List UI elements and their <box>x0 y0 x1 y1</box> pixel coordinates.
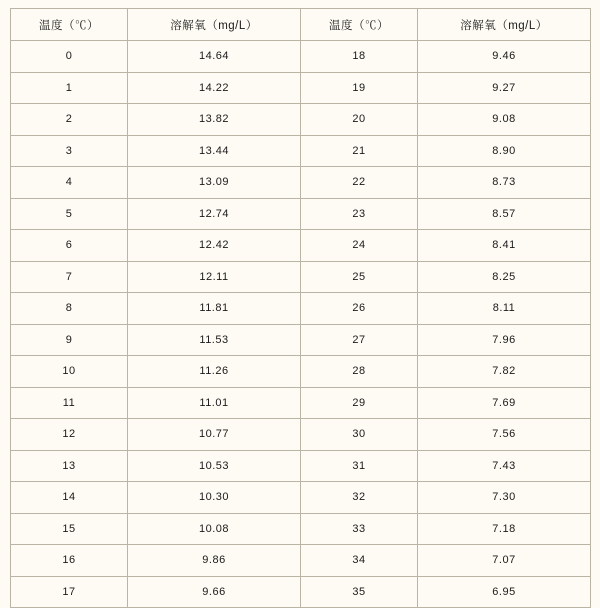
table-row <box>11 513 591 545</box>
cell-temperature-1: 17 <box>11 576 128 608</box>
cell-dissolved-oxygen-2: 8.11 <box>418 293 591 325</box>
cell-dissolved-oxygen-2: 7.18 <box>418 513 591 545</box>
cell-temperature-1: 0 <box>11 41 128 73</box>
cell-dissolved-oxygen-1: 11.01 <box>128 387 301 419</box>
cell-dissolved-oxygen-1: 10.53 <box>128 450 301 482</box>
cell-temperature-1: 13 <box>11 450 128 482</box>
cell-dissolved-oxygen-1: 12.42 <box>128 230 301 262</box>
dissolved-oxygen-table <box>10 8 591 608</box>
cell-temperature-1: 14 <box>11 482 128 514</box>
table-row <box>11 293 591 325</box>
cell-temperature-2: 35 <box>301 576 418 608</box>
table-row <box>11 450 591 482</box>
cell-dissolved-oxygen-1: 9.86 <box>128 545 301 577</box>
cell-dissolved-oxygen-1: 12.74 <box>128 198 301 230</box>
cell-temperature-2: 22 <box>301 167 418 199</box>
cell-temperature-1: 12 <box>11 419 128 451</box>
cell-temperature-1: 11 <box>11 387 128 419</box>
cell-temperature-2: 23 <box>301 198 418 230</box>
cell-temperature-2: 33 <box>301 513 418 545</box>
cell-temperature-1: 8 <box>11 293 128 325</box>
table-row <box>11 230 591 262</box>
cell-temperature-1: 3 <box>11 135 128 167</box>
cell-temperature-2: 18 <box>301 41 418 73</box>
table-row <box>11 104 591 136</box>
cell-temperature-1: 15 <box>11 513 128 545</box>
cell-dissolved-oxygen-1: 13.09 <box>128 167 301 199</box>
cell-temperature-1: 9 <box>11 324 128 356</box>
column-header-dissolved-oxygen-1: 溶解氧（mg/L） <box>128 9 301 41</box>
cell-dissolved-oxygen-2: 8.25 <box>418 261 591 293</box>
table-row <box>11 419 591 451</box>
cell-temperature-2: 30 <box>301 419 418 451</box>
cell-temperature-1: 1 <box>11 72 128 104</box>
table-row <box>11 545 591 577</box>
cell-dissolved-oxygen-1: 13.82 <box>128 104 301 136</box>
table-body <box>11 41 591 608</box>
cell-temperature-2: 28 <box>301 356 418 388</box>
cell-temperature-2: 26 <box>301 293 418 325</box>
cell-dissolved-oxygen-2: 7.30 <box>418 482 591 514</box>
cell-dissolved-oxygen-2: 7.07 <box>418 545 591 577</box>
cell-dissolved-oxygen-2: 7.96 <box>418 324 591 356</box>
cell-dissolved-oxygen-2: 8.57 <box>418 198 591 230</box>
cell-temperature-2: 29 <box>301 387 418 419</box>
cell-temperature-2: 34 <box>301 545 418 577</box>
cell-dissolved-oxygen-1: 14.22 <box>128 72 301 104</box>
cell-dissolved-oxygen-2: 8.73 <box>418 167 591 199</box>
column-header-temperature-1: 温度（℃） <box>11 9 128 41</box>
cell-temperature-1: 6 <box>11 230 128 262</box>
cell-dissolved-oxygen-2: 7.43 <box>418 450 591 482</box>
cell-dissolved-oxygen-1: 11.26 <box>128 356 301 388</box>
table-row <box>11 387 591 419</box>
cell-temperature-1: 4 <box>11 167 128 199</box>
table-header <box>11 9 591 41</box>
cell-dissolved-oxygen-2: 6.95 <box>418 576 591 608</box>
cell-dissolved-oxygen-1: 10.08 <box>128 513 301 545</box>
cell-temperature-1: 5 <box>11 198 128 230</box>
cell-temperature-1: 7 <box>11 261 128 293</box>
cell-temperature-2: 27 <box>301 324 418 356</box>
cell-dissolved-oxygen-2: 7.69 <box>418 387 591 419</box>
table-row <box>11 167 591 199</box>
cell-dissolved-oxygen-2: 7.82 <box>418 356 591 388</box>
table-row <box>11 72 591 104</box>
table-row <box>11 576 591 608</box>
cell-temperature-2: 31 <box>301 450 418 482</box>
table-row <box>11 482 591 514</box>
table-header-row <box>11 9 591 41</box>
cell-dissolved-oxygen-1: 10.30 <box>128 482 301 514</box>
cell-dissolved-oxygen-2: 8.41 <box>418 230 591 262</box>
cell-temperature-2: 25 <box>301 261 418 293</box>
cell-temperature-2: 20 <box>301 104 418 136</box>
cell-dissolved-oxygen-1: 13.44 <box>128 135 301 167</box>
cell-temperature-2: 21 <box>301 135 418 167</box>
cell-dissolved-oxygen-2: 9.27 <box>418 72 591 104</box>
cell-temperature-2: 24 <box>301 230 418 262</box>
table-row <box>11 261 591 293</box>
cell-temperature-1: 2 <box>11 104 128 136</box>
cell-dissolved-oxygen-1: 11.53 <box>128 324 301 356</box>
cell-temperature-1: 16 <box>11 545 128 577</box>
cell-temperature-2: 19 <box>301 72 418 104</box>
table-row <box>11 135 591 167</box>
table-row <box>11 198 591 230</box>
column-header-dissolved-oxygen-2: 溶解氧（mg/L） <box>418 9 591 41</box>
table-row <box>11 41 591 73</box>
cell-dissolved-oxygen-2: 8.90 <box>418 135 591 167</box>
cell-dissolved-oxygen-1: 11.81 <box>128 293 301 325</box>
cell-dissolved-oxygen-1: 14.64 <box>128 41 301 73</box>
cell-dissolved-oxygen-1: 10.77 <box>128 419 301 451</box>
cell-dissolved-oxygen-2: 9.08 <box>418 104 591 136</box>
cell-temperature-2: 32 <box>301 482 418 514</box>
cell-temperature-1: 10 <box>11 356 128 388</box>
table-row <box>11 324 591 356</box>
cell-dissolved-oxygen-2: 9.46 <box>418 41 591 73</box>
cell-dissolved-oxygen-1: 12.11 <box>128 261 301 293</box>
column-header-temperature-2: 温度（℃） <box>301 9 418 41</box>
cell-dissolved-oxygen-1: 9.66 <box>128 576 301 608</box>
cell-dissolved-oxygen-2: 7.56 <box>418 419 591 451</box>
table-row <box>11 356 591 388</box>
